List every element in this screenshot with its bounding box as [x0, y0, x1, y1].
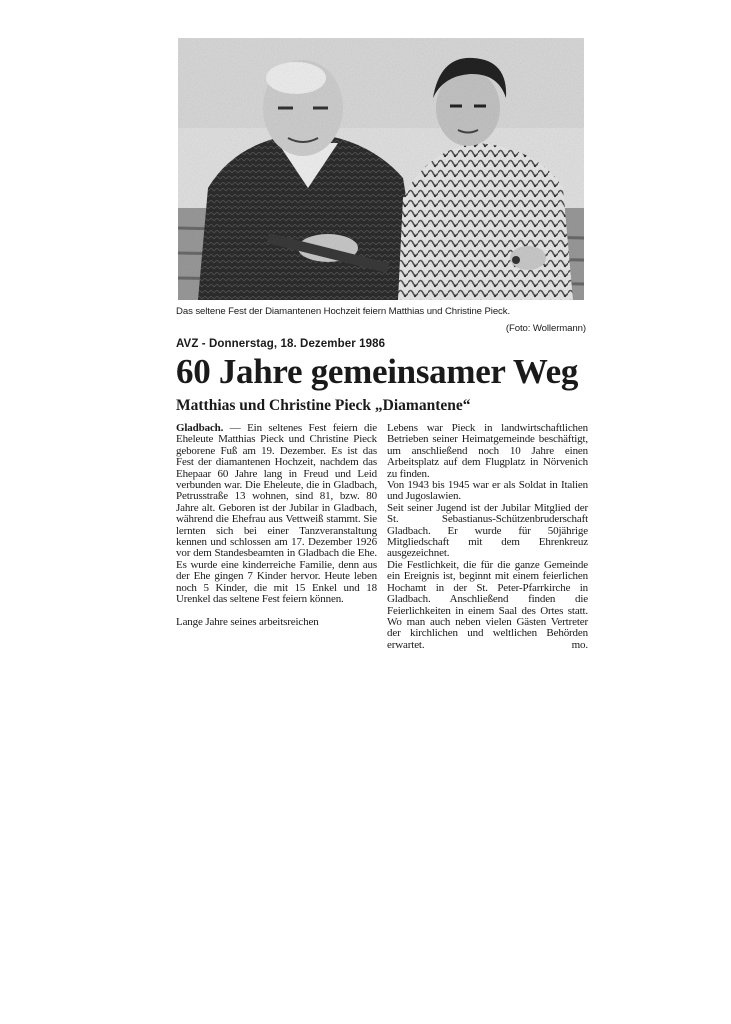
headline: 60 Jahre gemeinsamer Weg	[176, 352, 579, 391]
article-text: — Ein seltenes Fest feiern die Eheleute Matthias Pieck und Christine Pieck geborene Fuß am 19. Dezember. Es ist das Fest der diamantenen Hochzeit, nachdem das Ehepaar 60 Jahre lang in Freud und Leid verbunden war. Die Eheleute, die in Gladbach, Petrusstraße 13 wohnen, sind 81, bzw. 80 Jahre alt. Geboren ist der Jubilar in Gladbach, während die Ehefrau aus Vettweiß stammt. Sie lernten sich bei einer Tanzveranstaltung kennen und schlossen am 17. Dezember 1926 vor dem Standesbeamten in Gladbach die Ehe. Es wurde eine kinderreiche Familie, denn aus der Ehe gingen 7 Kinder hervor. Heute leben noch 5 Kinder, die mit 15 Enkel und 18 Urenkel das seltene Fest feiern können.	[176, 422, 377, 606]
couple-photo	[178, 38, 584, 300]
photo-caption: Das seltene Fest der Diamantenen Hochzeit feiern Matthias und Christine Pieck.	[176, 306, 511, 317]
portrait-photo-icon	[178, 38, 584, 300]
dateline: AVZ - Donnerstag, 18. Dezember 1986	[176, 338, 386, 350]
article-paragraph	[387, 560, 588, 651]
article-column-right	[387, 423, 588, 651]
author-signature: mo.	[571, 638, 588, 651]
subheadline: Matthias und Christine Pieck „Diamantene“	[176, 397, 471, 414]
article-paragraph: Lange Jahre seines arbeitsreichen	[176, 615, 319, 628]
article-paragraph: Von 1943 bis 1945 war er als Soldat in Italien und Jugoslawien.	[387, 479, 588, 503]
article-body	[176, 423, 588, 651]
article-lead: Gladbach.	[176, 422, 224, 434]
photo-credit: (Foto: Wollermann)	[505, 323, 586, 334]
newspaper-clipping	[176, 38, 588, 651]
article-paragraph: Seit seiner Jugend ist der Jubilar Mitglied der St. Sebastianus-Schützenbruderschaft Gladbach. Er wurde für 50jährige Mitgliedschaft mit dem Ehrenkreuz ausgezeichnet.	[387, 501, 588, 560]
article-paragraph: Lebens war Pieck in landwirtschaftlichen Betrieben seiner Heimatgemeinde beschäftigt, um anschließend noch 10 Jahre einen Arbeitsplatz auf dem Flugplatz in Nörvenich zu finden.	[387, 422, 588, 480]
article-paragraph	[176, 423, 377, 606]
article-column-left	[176, 423, 377, 651]
article-text: Die Festlichkeit, die für die ganze Gemeinde ein Ereignis ist, beginnt mit einem feierlichen Hochamt in der St. Peter-Pfarrkirche in Gladbach. Anschließend finden die Feierlichkeiten in einem Saal des Ortes statt. Wo man auch neben vielen Gästen Vertreter der kirchlichen und weltlichen Behörden erwartet.	[387, 558, 588, 651]
